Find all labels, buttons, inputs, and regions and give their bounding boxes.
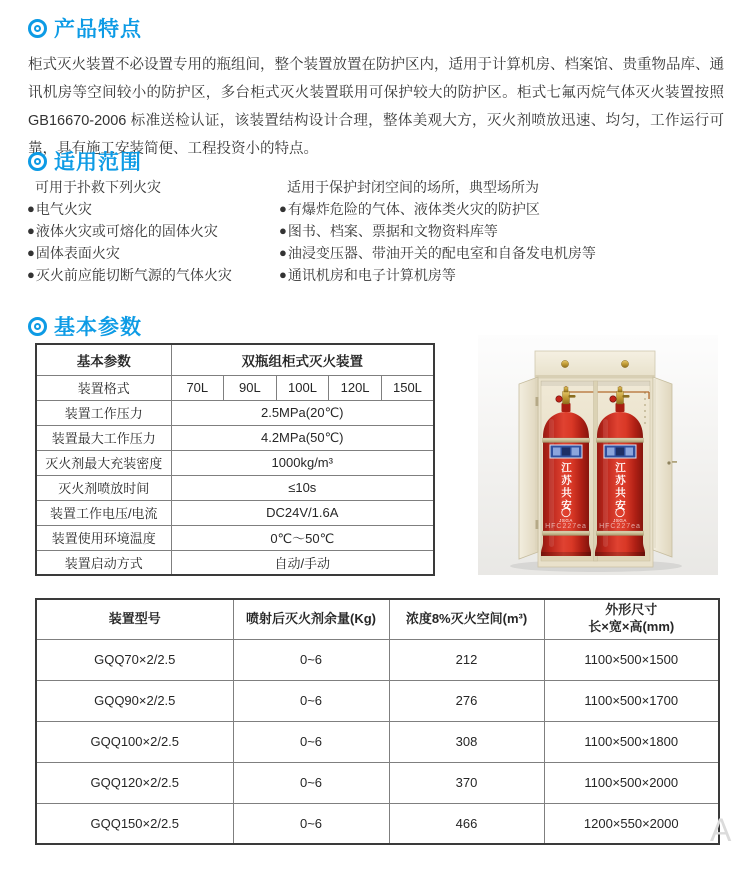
format-cell: 100L (276, 375, 329, 400)
row-label: 灭火剂喷放时间 (36, 475, 171, 500)
bullet-icon: ● (279, 201, 287, 216)
cell-space: 276 (389, 680, 544, 721)
table-row (36, 680, 719, 721)
cell-size: 1200×550×2000 (544, 803, 719, 844)
table-row (36, 500, 434, 525)
model-spec-table (35, 598, 720, 845)
row-value: 0℃～50℃ (171, 525, 434, 550)
cell-space: 308 (389, 721, 544, 762)
bullet-icon: ● (279, 223, 287, 238)
cell-size: 1100×500×1800 (544, 721, 719, 762)
scope-right-column (279, 176, 719, 286)
column-header-size: 外形尺寸 长×宽×高(mm) (544, 599, 719, 639)
section-header-params (28, 311, 142, 341)
table-row (36, 721, 719, 762)
table-row (36, 475, 434, 500)
bullet-icon: ● (279, 267, 287, 282)
list-item: ● 灭火前应能切断气源的气体火灾 (27, 264, 277, 286)
table-row (36, 400, 434, 425)
table-row (36, 550, 434, 575)
bullet-icon: ● (27, 245, 35, 260)
format-cell: 70L (171, 375, 224, 400)
cell-residual: 0~6 (233, 680, 389, 721)
row-value: 4.2MPa(50℃) (171, 425, 434, 450)
cylinder-agent-model: HFC227ea (545, 523, 587, 530)
list-item: ● 图书、档案、票据和文物资料库等 (279, 220, 719, 242)
row-label: 装置最大工作压力 (36, 425, 171, 450)
bullet-icon: ● (279, 245, 287, 260)
section-header-features (28, 13, 142, 43)
section-title: 基本参数 (54, 316, 142, 339)
cell-model: GQQ150×2/2.5 (36, 803, 233, 844)
scope-left-heading: 可用于扑救下列火灾 (35, 179, 161, 195)
list-item: ● 有爆炸危险的气体、液体类火灾的防护区 (279, 198, 719, 220)
table-row (36, 803, 719, 844)
section-title: 产品特点 (54, 18, 142, 41)
cylinder-agent-model: HFC227ea (599, 523, 641, 530)
table-row (36, 639, 719, 680)
cell-size: 1100×500×1700 (544, 680, 719, 721)
features-paragraph: 柜式灭火装置不必设置专用的瓶组间，整个装置放置在防护区内，适用于计算机房、档案馆、贵重物品库、通讯机房等空间较小的防护区，多台柜式灭火装置联用可保护较大的防护区。柜式七氟丙烷气体灭火装置按照 GB16670-2006 标准送检认证，该装置结构设计合理，整体美观大方，灭火剂喷放迅速、均匀，工作运行可靠，具有施工安装简便、工程投资小的特点。 (28, 57, 724, 157)
bullseye-icon (28, 317, 47, 336)
format-cell: 90L (224, 375, 277, 400)
cabinet-door-left (519, 377, 539, 559)
table-row (36, 425, 434, 450)
cell-model: GQQ100×2/2.5 (36, 721, 233, 762)
scope-right-heading: 适用于保护封闭空间的场所，典型场所为 (287, 179, 539, 195)
column-header-model: 装置型号 (36, 599, 233, 639)
row-value: 1000kg/m³ (171, 450, 434, 475)
bullet-icon: ● (27, 201, 35, 216)
bullseye-icon (28, 152, 47, 171)
column-header-space: 浓度8%灭火空间(m³) (389, 599, 544, 639)
table-header-row (36, 599, 719, 639)
cylinder-brand-text: 江苏共安 (614, 462, 626, 512)
cabinet-door-right (653, 377, 677, 557)
cell-residual: 0~6 (233, 803, 389, 844)
table-row (36, 525, 434, 550)
table-corner-cell: 基本参数 (36, 344, 171, 375)
row-label: 装置使用环境温度 (36, 525, 171, 550)
cell-size: 1100×500×2000 (544, 762, 719, 803)
cell-model: GQQ90×2/2.5 (36, 680, 233, 721)
section-header-scope (28, 146, 142, 176)
format-cell: 120L (329, 375, 382, 400)
row-value: 自动/手动 (171, 550, 434, 575)
table-row (36, 450, 434, 475)
table-group-header: 双瓶组柜式灭火装置 (171, 344, 434, 375)
cell-space: 212 (389, 639, 544, 680)
row-label: 装置格式 (36, 375, 171, 400)
cell-size: 1100×500×1500 (544, 639, 719, 680)
row-value: DC24V/1.6A (171, 500, 434, 525)
bullet-icon: ● (27, 267, 35, 282)
row-label: 灭火剂最大充装密度 (36, 450, 171, 475)
cylinder-logo-text: JSGA (613, 518, 627, 523)
row-label: 装置启动方式 (36, 550, 171, 575)
table-row (36, 762, 719, 803)
cylinder-brand-text: 江苏共安 (560, 462, 572, 512)
list-item: ● 电气火灾 (27, 198, 277, 220)
bullet-icon: ● (27, 223, 35, 238)
list-item: ● 通讯机房和电子计算机房等 (279, 264, 719, 286)
cell-space: 370 (389, 762, 544, 803)
column-header-residual: 喷射后灭火剂余量(Kg) (233, 599, 389, 639)
row-label: 装置工作压力 (36, 400, 171, 425)
product-photo-cabinet (478, 335, 718, 575)
format-cell: 150L (381, 375, 434, 400)
cell-model: GQQ120×2/2.5 (36, 762, 233, 803)
scope-left-column (27, 176, 277, 286)
watermark-letter: A (710, 812, 732, 848)
bullseye-icon (28, 19, 47, 38)
row-value: 2.5MPa(20℃) (171, 400, 434, 425)
row-label: 装置工作电压/电流 (36, 500, 171, 525)
list-item: ● 油浸变压器、带油开关的配电室和自备发电机房等 (279, 242, 719, 264)
cell-residual: 0~6 (233, 762, 389, 803)
cell-space: 466 (389, 803, 544, 844)
row-value: ≤10s (171, 475, 434, 500)
cylinder-logo-text: JSGA (559, 518, 573, 523)
basic-parameters-table (35, 343, 435, 576)
cell-residual: 0~6 (233, 639, 389, 680)
list-item: ● 液体火灾或可熔化的固体火灾 (27, 220, 277, 242)
section-title: 适用范围 (54, 151, 142, 174)
table-row (36, 375, 434, 400)
table-row (36, 344, 434, 375)
list-item: ● 固体表面火灾 (27, 242, 277, 264)
cell-residual: 0~6 (233, 721, 389, 762)
cell-model: GQQ70×2/2.5 (36, 639, 233, 680)
cabinet-illustration (478, 335, 718, 575)
